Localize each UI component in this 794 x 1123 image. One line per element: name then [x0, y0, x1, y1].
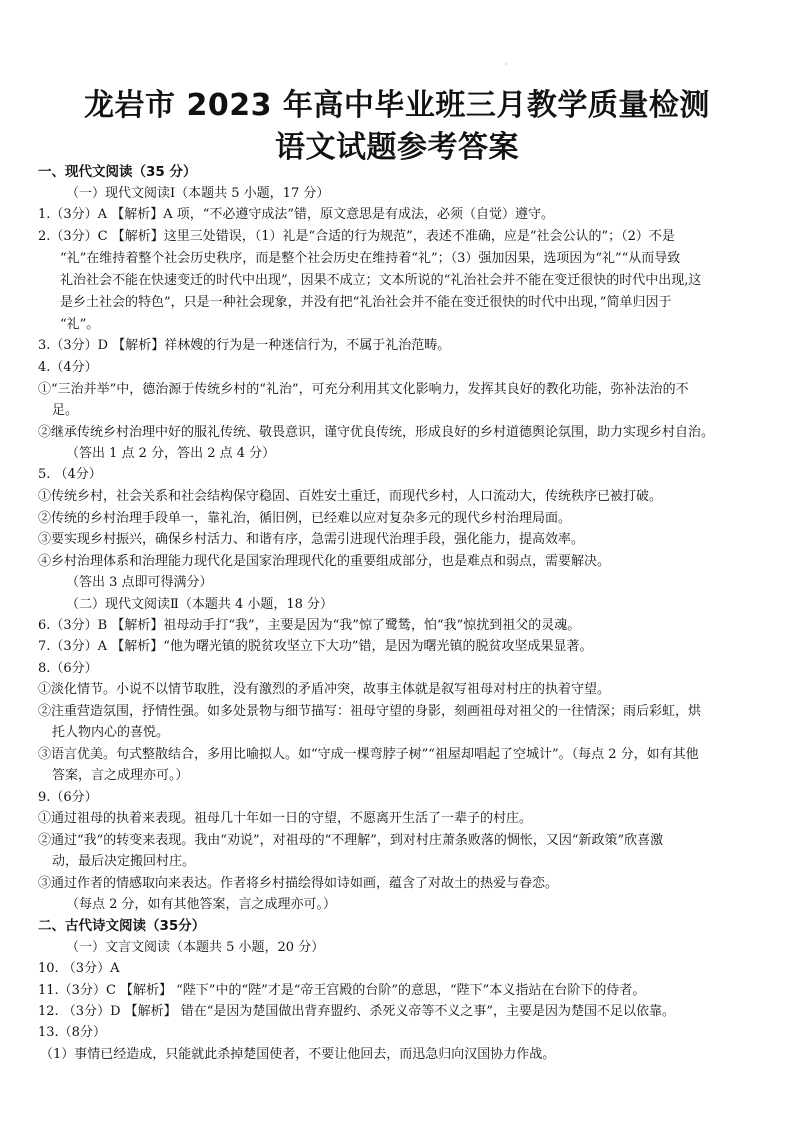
- answer-line: 10. （3分）A: [38, 961, 120, 976]
- answer-line: 6.（3分）B 【解析】祖母动手打“我”，主要是因为“我”惊了鹭鸶，怕“我”惊扰到祖父的灵魂。: [38, 618, 581, 633]
- answer-line: 11.（3分）C 【解析】 “陛下”中的“陛”才是“帝王宫殿的台阶”的意思，“陛下”本义指站在台阶下的侍者。: [38, 983, 646, 998]
- answer-line: “礼”在维持着整个社会历史秩序，而是整个社会历史在维持着“礼”；（3）强加因果，选项因为“礼”“从而导致: [60, 251, 681, 266]
- answer-line: 4.（4分）: [38, 360, 98, 375]
- document-subtitle: 语文试题参考答案: [275, 130, 519, 165]
- answer-line: 12. （3分）D 【解析】 错在“是因为楚国做出背弃盟约、杀死义帝等不义之事”，主要是因为楚国不足以依靠。: [38, 1004, 676, 1019]
- answer-line: 9.（6分）: [38, 790, 98, 805]
- answer-line: 13.（8分）: [38, 1025, 106, 1040]
- answer-line: 3.（3分）D 【解析】祥林嫂的行为是一种迷信行为，不属于礼治范畴。: [38, 338, 451, 353]
- answer-line: ③要实现乡村振兴，确保乡村活力、和谐有序，急需引进现代治理手段，强化能力，提高效率。: [38, 532, 585, 547]
- answer-line: （每点 2 分，如有其他答案，言之成理亦可。）: [66, 897, 337, 912]
- answer-line: （二）现代文阅读Ⅱ（本题共 4 小题，18 分）: [66, 597, 334, 612]
- answer-line: ①“三治并举”中，德治源于传统乡村的“礼治”，可充分利用其文化影响力，发挥其良好的教化功能，弥补法治的不: [38, 382, 689, 397]
- answer-line: （一）文言文阅读（本题共 5 小题，20 分）: [66, 940, 325, 955]
- answer-line: 5. （4分）: [38, 467, 102, 482]
- answer-line: ③语言优美。句式整散结合，多用比喻拟人。如“守成一棵弯脖子树”“祖屋却唱起了空城计”。（每点 2 分，如有其他: [38, 747, 699, 762]
- answer-line: （答出 3 点即可得满分）: [66, 575, 213, 590]
- answer-line: ④乡村治理体系和治理能力现代化是国家治理现代化的重要组成部分，也是难点和弱点，需要解决。: [38, 554, 611, 569]
- answer-line: 足。: [52, 403, 79, 418]
- answer-line: ②继承传统乡村治理中好的服礼传统、敬畏意识，谨守优良传统，形成良好的乡村道德舆论氛围，助力实现乡村自治。: [38, 425, 715, 440]
- answer-line: “礼”。: [60, 317, 100, 332]
- answer-line: 是乡土社会的特色”，只是一种社会现象，并没有把“礼治社会并不能在变迁很快的时代中出现，”简单归因于: [60, 295, 672, 310]
- answer-line: （1）事情已经造成，只能就此杀掉楚国使者，不要让他回去，而迅急归向汉国协力作战。: [40, 1047, 556, 1062]
- answer-line: 答案，言之成理亦可。）: [52, 768, 189, 783]
- answer-line: （答出 1 点 2 分，答出 2 点 4 分）: [66, 446, 276, 461]
- answer-line: ①通过祖母的执着来表现。祖母几十年如一日的守望，不愿离开生活了一辈子的村庄。: [38, 811, 533, 826]
- answer-line: ②传统的乡村治理手段单一，靠礼治，循旧例，已经难以应对复杂多元的现代乡村治理局面。: [38, 511, 572, 526]
- answer-line: 8.（6分）: [38, 661, 98, 676]
- answer-line: 1.（3分）A 【解析】A 项，“不必遵守成法”错，原文意思是有成法，必须（自觉）遵守。: [38, 207, 555, 222]
- answer-line: ②注重营造氛围，抒情性强。如多处景物与细节描写：祖母守望的身影，刻画祖母对祖父的一往情深；雨后彩虹，烘: [38, 704, 702, 719]
- page-mark: ·: [505, 60, 508, 69]
- answer-line: ①淡化情节。小说不以情节取胜，没有激烈的矛盾冲突，故事主体就是叙写祖母对村庄的执着守望。: [38, 682, 611, 697]
- answer-line: 2.（3分）C 【解析】这里三处错误，（1）礼是“合适的行为规范”，表述不准确，应是“社会公认的”；（2）不是: [38, 229, 675, 244]
- answer-line: （一）现代文阅读Ⅰ（本题共 5 小题，17 分）: [66, 186, 330, 201]
- document-title: 龙岩市 2023 年高中毕业班三月教学质量检测: [84, 88, 710, 123]
- section-heading: 一、现代文阅读（35 分）: [38, 164, 197, 180]
- answer-line: ①传统乡村，社会关系和社会结构保守稳固、百姓安土重迁，而现代乡村，人口流动大，传统秩序已被打破。: [38, 489, 663, 504]
- answer-line: 托人物内心的喜悦。: [52, 725, 170, 740]
- answer-line: 礼治社会不能在快速变迁的时代中出现”，因果不成立；文本所说的“礼治社会并不能在变迁很快的时代中出现,这: [60, 273, 702, 288]
- answer-line: 7.（3分）A 【解析】“他为曙光镇的脱贫攻坚立下大功”错，是因为曙光镇的脱贫攻坚成果显著。: [38, 639, 593, 654]
- answer-line: ③通过作者的情感取向来表达。作者将乡村描绘得如诗如画，蕴含了对故土的热爱与眷恋。: [38, 876, 559, 891]
- answer-line: ②通过“我”的转变来表现。我由“劝说”，对祖母的“不理解”，到对村庄萧条败落的惆怅，又因“新政策”欣喜激: [38, 833, 664, 848]
- section-heading: 二、古代诗文阅读（35分）: [38, 918, 206, 934]
- answer-line: 动，最后决定搬回村庄。: [52, 854, 196, 869]
